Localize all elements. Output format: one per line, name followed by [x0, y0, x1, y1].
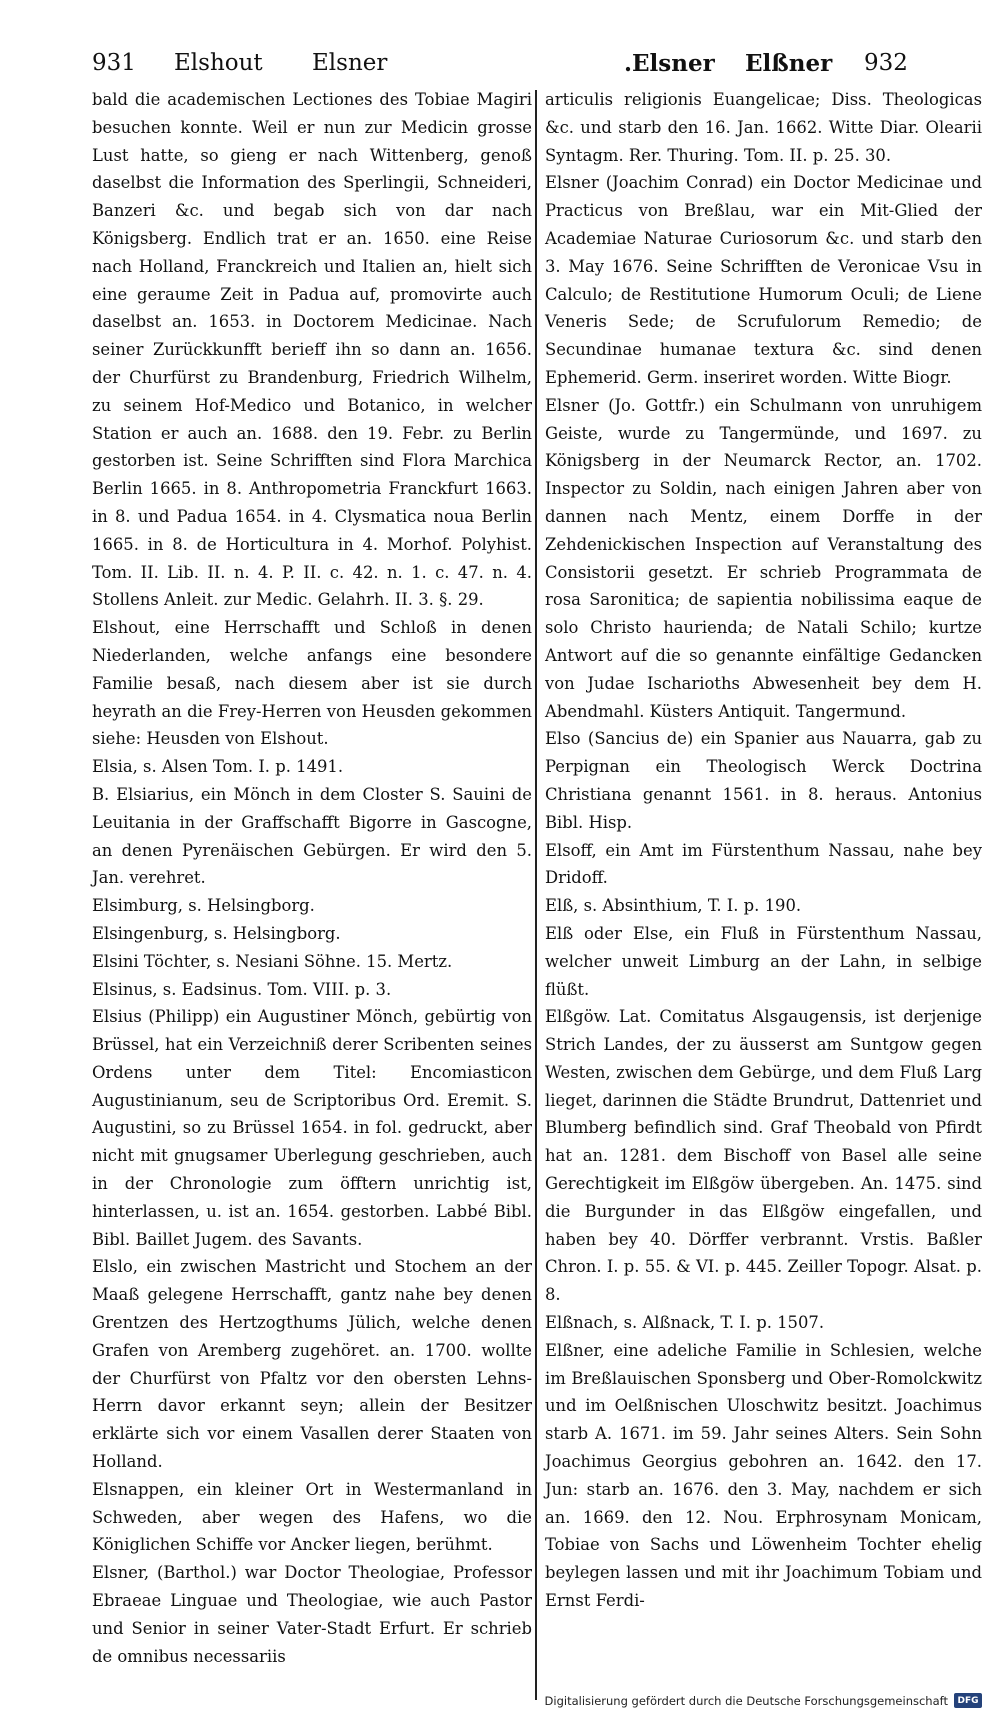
right-catchword-1: .Elsner	[624, 50, 715, 77]
right-page-number: 932	[864, 50, 908, 76]
dfg-logo-icon: DFG	[954, 1693, 982, 1708]
entry-paragraph: Elsnappen, ein kleiner Ort in Westermanland in Schweden, aber wegen des Hafens, wo die Königlichen Schiffe vor Ancker liegen, berühmt.	[92, 1479, 532, 1555]
entry-paragraph: Elsoff, ein Amt im Fürstenthum Nassau, nahe bey Dridoff.	[545, 840, 982, 888]
entry-paragraph: Elsius (Philipp) ein Augustiner Mönch, gebürtig von Brüssel, hat ein Verzeichniß derer Scribenten seines Ordens unter dem Titel: Encomiasticon Augustinianum, seu de Scriptoribus Ord. Eremit. S. Augustini, so zu Brüssel 1654. in fol. gedruckt, aber nicht mit gnugsamer Uberlegung geschrieben, auch in der Chronologie zum öfftern unrichtig ist, hinterlassen, u. ist an. 1654. gestorben. Labbé Bibl. Bibl. Baillet Jugem. des Savants.	[92, 1007, 532, 1249]
running-header	[92, 50, 982, 88]
left-catchword-1: Elshout	[174, 50, 263, 76]
entry-paragraph: Elß oder Else, ein Fluß in Fürstenthum Nassau, welcher unweit Limburg an der Lahn, in selbige flüßt.	[545, 923, 982, 999]
digitization-footer	[545, 1693, 982, 1708]
entry-paragraph: Elsingenburg, s. Helsingborg.	[92, 923, 341, 943]
entry-paragraph: Elsini Töchter, s. Nesiani Söhne. 15. Mertz.	[92, 951, 453, 971]
entry-paragraph: B. Elsiarius, ein Mönch in dem Closter S. Sauini de Leuitania in der Graffschafft Bigorre in Gascogne, an denen Pyrenäischen Gebürgen. Er wird den 5. Jan. verehret.	[92, 784, 532, 888]
entry-paragraph: Elßner, eine adeliche Familie in Schlesien, welche im Breßlauischen Sponsberg und Ober-Romolckwitz und im Oelßnischen Uloschwitz besitzt. Joachimus starb A. 1671. im 59. Jahr seines Alters. Sein Sohn Joachimus Georgius gebohren an. 1642. den 17. Jun: starb an. 1676. den 3. May, nachdem er sich an. 1669. den 12. Nou. Erphrosynam Monicam, Tobiae von Sachs und Löwenheim Tochter ehelig beylegen lassen und mit ihr Joachimum Tobiam und Ernst Ferdi-	[545, 1340, 982, 1611]
left-column	[92, 86, 532, 1670]
entry-paragraph: Elßgöw. Lat. Comitatus Alsgaugensis, ist derjenige Strich Landes, der zu äusserst am Suntgow gegen Westen, zwischen dem Gebürge, und dem Fluß Larg lieget, darinnen die Städte Brundrut, Dattenriet und Blumberg befindlich sind. Graf Theobald von Pfirdt hat an. 1281. dem Bischoff von Basel alle seine Gerechtigkeit im Elßgöw übergeben. An. 1475. sind die Burgunder in das Elßgöw eingefallen, und haben bey 40. Dörffer verbrannt. Vrstis. Baßler Chron. I. p. 55. & VI. p. 445. Zeiller Topogr. Alsat. p. 8.	[545, 1007, 982, 1305]
entry-paragraph: Elso (Sancius de) ein Spanier aus Nauarra, gab zu Perpignan ein Theologisch Werck Doctrina Christiana genannt 1561. in 8. heraus. Antonius Bibl. Hisp.	[545, 729, 982, 832]
entry-paragraph: Elsia, s. Alsen Tom. I. p. 1491.	[92, 757, 344, 777]
left-page-number: 931	[92, 50, 136, 76]
entry-paragraph: Elßnach, s. Alßnack, T. I. p. 1507.	[545, 1313, 825, 1333]
right-column	[545, 86, 982, 1615]
entry-paragraph: articulis religionis Euangelicae; Diss. Theologicas &c. und starb den 16. Jan. 1662. Witte Diar. Olearii Syntagm. Rer. Thuring. Tom. II. p. 25. 30.	[545, 90, 982, 165]
column-divider	[535, 90, 537, 1700]
entry-paragraph: Elß, s. Absinthium, T. I. p. 190.	[545, 896, 802, 916]
entry-paragraph: Elsimburg, s. Helsingborg.	[92, 896, 315, 916]
left-catchword-2: Elsner	[312, 50, 388, 76]
footer-credit: Digitalisierung gefördert durch die Deutsche Forschungsgemeinschaft	[544, 1693, 948, 1708]
entry-paragraph: Elsinus, s. Eadsinus. Tom. VIII. p. 3.	[92, 979, 392, 999]
entry-paragraph: Elsner, (Barthol.) war Doctor Theologiae, Professor Ebraeae Linguae und Theologiae, wie auch Pastor und Senior in seiner Vater-Stadt Erfurt. Er schrieb de omnibus necessariis	[92, 1563, 532, 1666]
entry-paragraph: Elsner (Joachim Conrad) ein Doctor Medicinae und Practicus von Breßlau, war ein Mit-Glied der Academiae Naturae Curiosorum &c. und starb den 3. May 1676. Seine Schrifften de Veronicae Vsu in Calculo; de Restitutione Humorum Oculi; de Liene Veneris Sede; de Scrufulorum Remedio; de Secundinae humanae textura &c. sind denen Ephemerid. Germ. inseriret worden. Witte Biogr.	[545, 173, 982, 387]
entry-paragraph: bald die academischen Lectiones des Tobiae Magiri besuchen konnte. Weil er nun zur Medicin grosse Lust hatte, so gieng er nach Wittenberg, genoß daselbst die Information des Sperlingii, Schneideri, Banzeri &c. und begab sich von dar nach Königsberg. Endlich trat er an. 1650. eine Reise nach Holland, Franckreich und Italien an, hielt sich eine geraume Zeit in Padua auf, promovirte auch daselbst an. 1653. in Doctorem Medicinae. Nach seiner Zurückkunfft berieff ihn so dann an. 1656. der Churfürst zu Brandenburg, Friedrich Wilhelm, zu seinem Hof-Medico und Botanico, in welcher Station er auch an. 1688. den 19. Febr. zu Berlin gestorben ist. Seine Schrifften sind Flora Marchica Berlin 1665. in 8. Anthropometria Franckfurt 1663. in 8. und Padua 1654. in 4. Clysmatica noua Berlin 1665. in 8. de Horticultura in 4. Morhof. Polyhist. Tom. II. Lib. II. n. 4. P. II. c. 42. n. 1. c. 47. n. 4. Stollens Anleit. zur Medic. Gelahrh. II. 3. §. 29.	[92, 90, 532, 610]
entry-paragraph: Elsner (Jo. Gottfr.) ein Schulmann von unruhigem Geiste, wurde zu Tangermünde, und 1697. zu Königsberg in der Neumarck Rector, an. 1702. Inspector zu Soldin, nach einigen Jahren aber von dannen nach Mentz, einem Dorffe in der Zehdenickischen Inspection auf Veranstaltung des Consistorii gesetzt. Er schrieb Programmata de rosa Saronitica; de sapientia nobilissima eaque de solo Christo haurienda; de Natali Schilo; kurtze Antwort auf die so genannte einfältige Gedancken von Judae Ischarioths Abwesenheit bey dem H. Abendmahl. Küsters Antiquit. Tangermund.	[545, 395, 982, 721]
right-catchword-2: Elßner	[745, 50, 833, 77]
entry-paragraph: Elshout, eine Herrschafft und Schloß in denen Niederlanden, welche anfangs eine besondere Familie besaß, nach diesem aber ist sie durch heyrath an die Frey-Herren von Heusden gekommen siehe: Heusden von Elshout.	[92, 618, 532, 749]
entry-paragraph: Elslo, ein zwischen Mastricht und Stochem an der Maaß gelegene Herrschafft, gantz nahe bey denen Grentzen des Hertzogthums Jülich, welche denen Grafen von Aremberg zugehöret. an. 1700. wollte der Churfürst von Pfaltz vor den obersten Lehns-Herrn davor erkannt seyn; allein der Besitzer erklärte sich vor einem Vasallen derer Staaten von Holland.	[92, 1257, 532, 1472]
